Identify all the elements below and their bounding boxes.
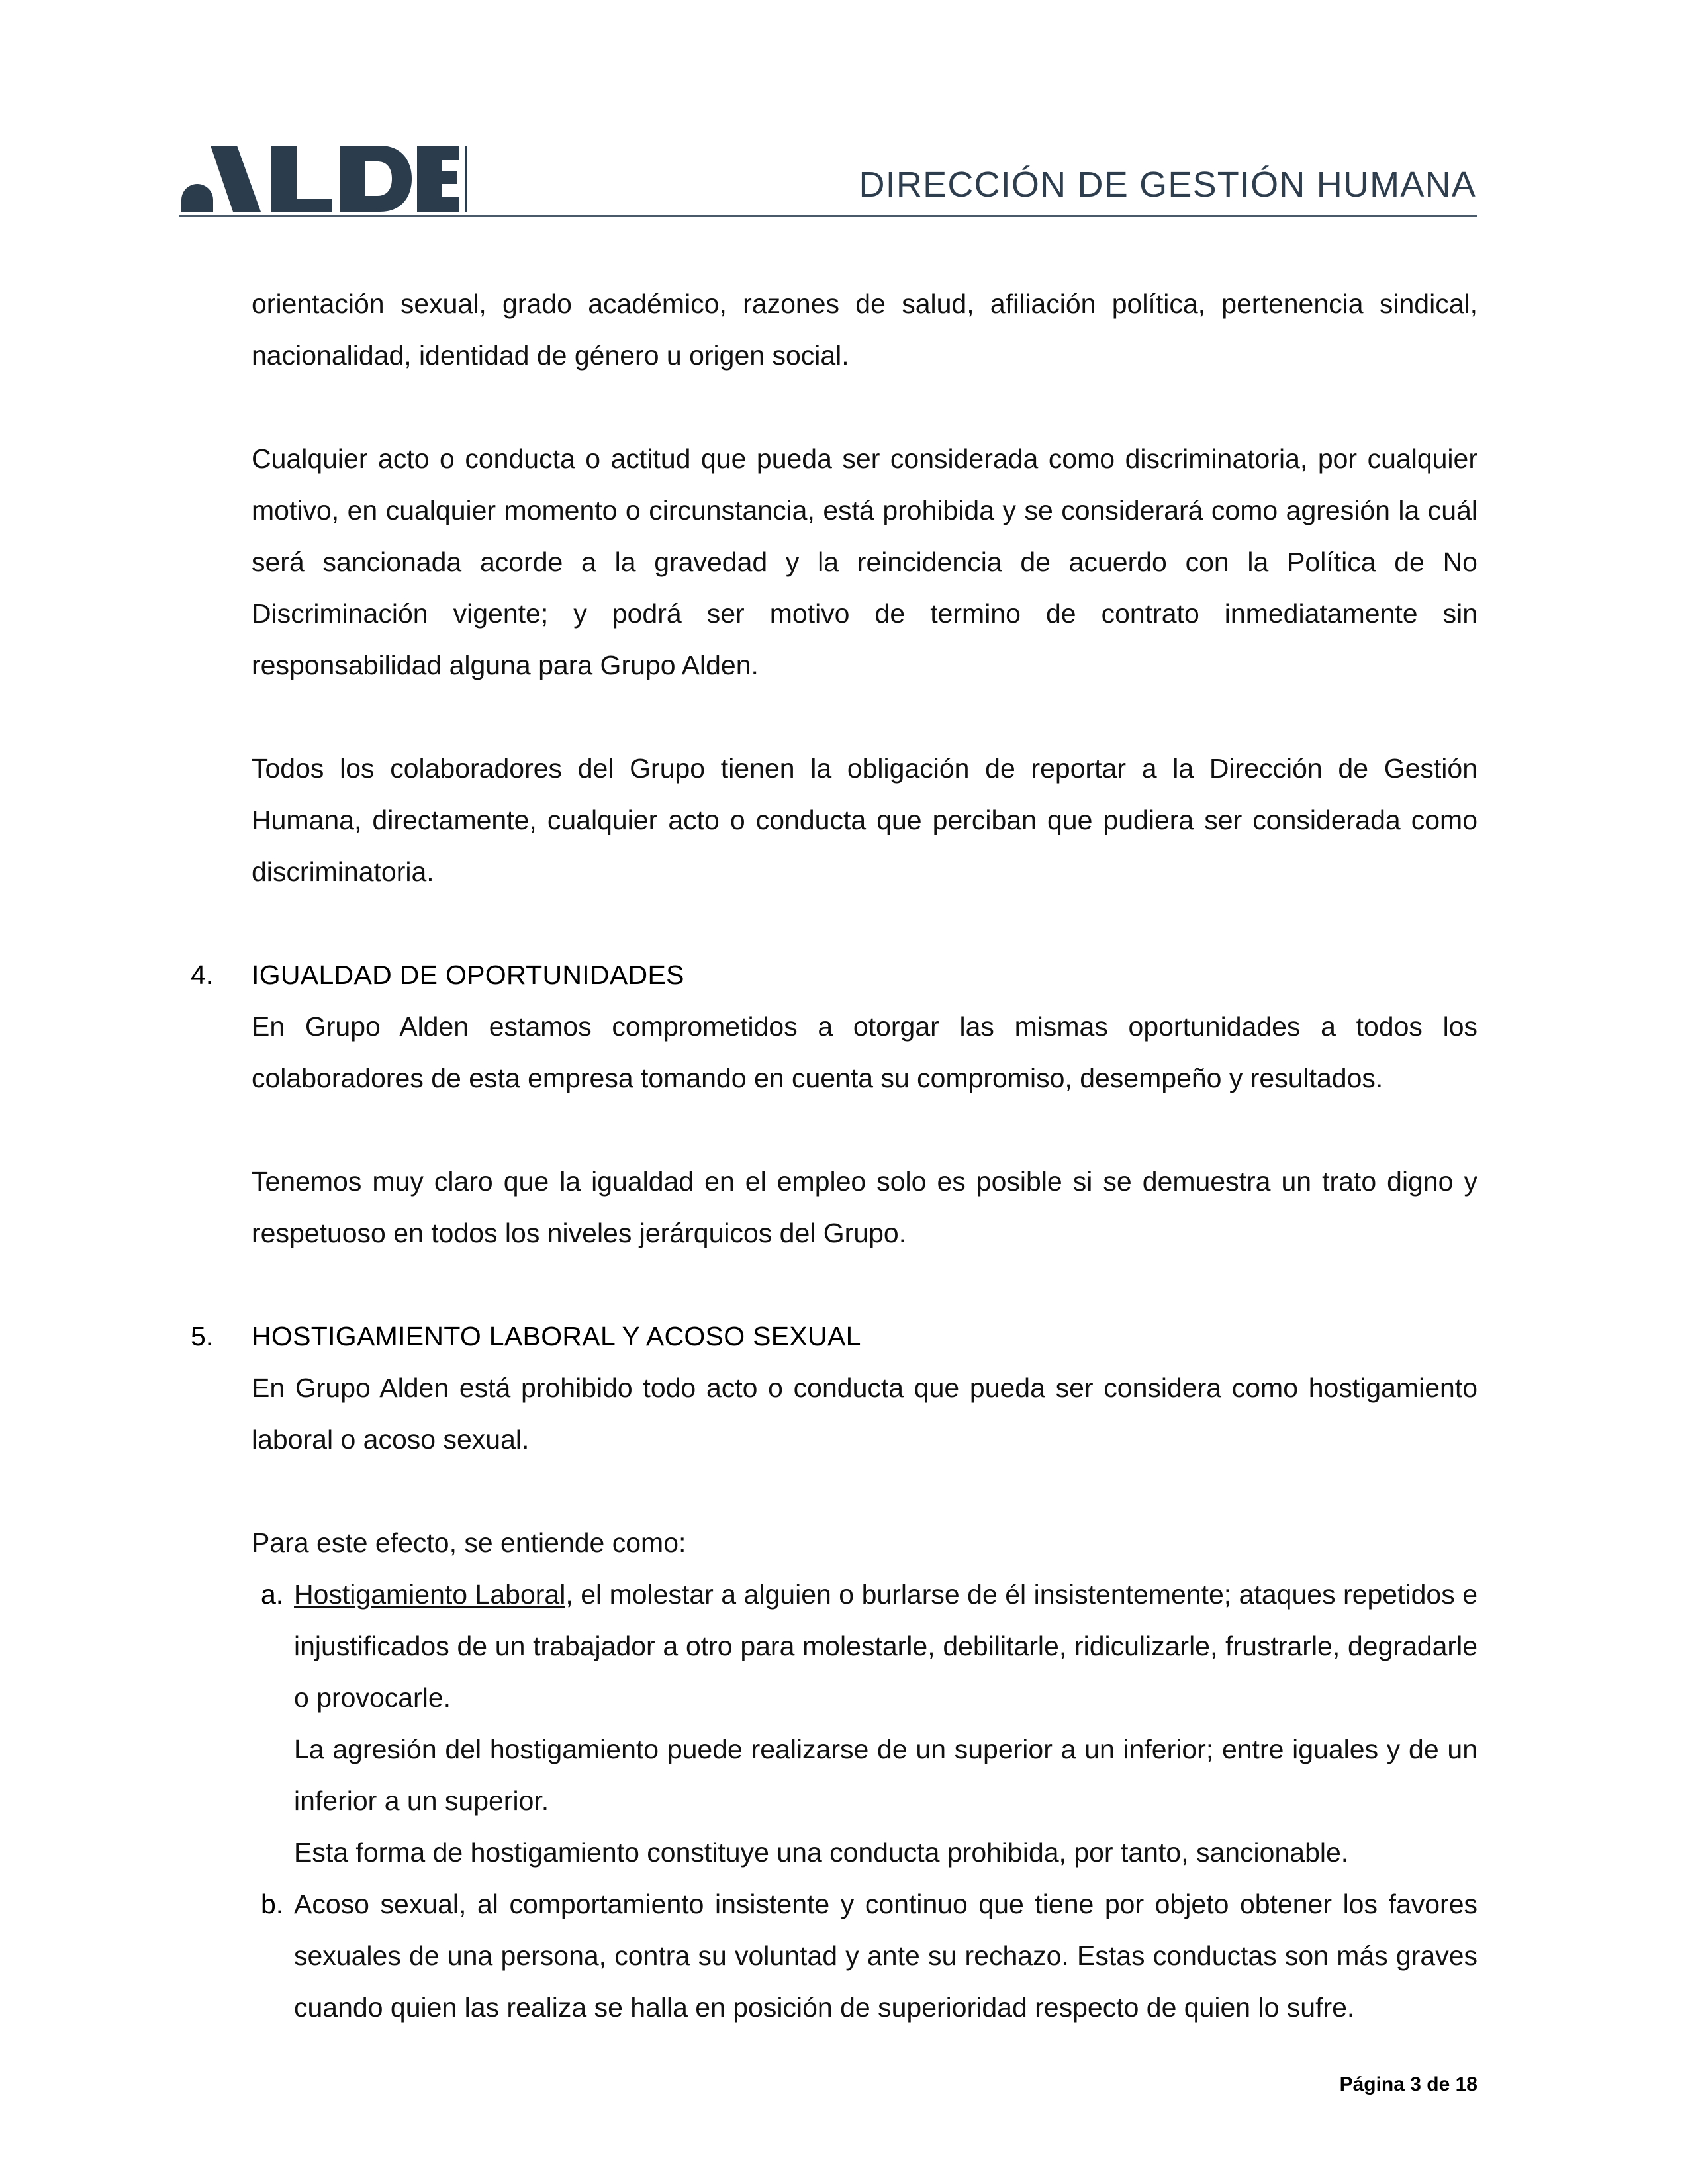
list-item-b-lead: Acoso sexual,	[294, 1889, 467, 1919]
alden-logo	[179, 134, 470, 212]
spacer	[179, 1104, 1477, 1156]
list-item-a-text-1: el molestar a alguien o burlarse de él insistentemente; ataques repetidos e injustificados de un trabajador a otro para molestarle, debilitarle, ridiculizarle, frustrarle, degradarle o provocarle.	[294, 1579, 1477, 1713]
list-item-b-text-1: al comportamiento insistente y continuo que tiene por objeto obtener los favores sexuales de una persona, contra su voluntad y ante su rechazo. Estas conductas son más graves cuando quien las realiza se halla en posición de superioridad respecto de quien lo sufre.	[294, 1889, 1478, 2023]
paragraph-reportar: Todos los colaboradores del Grupo tienen la obligación de reportar a la Dirección de Gestión Humana, directamente, cualquier acto o conducta que perciban que pudiera ser considerada como discriminatoria.	[252, 753, 1477, 887]
document-body	[179, 278, 1477, 2033]
list-marker-a: a.	[261, 1579, 284, 1610]
section-5-paragraph-1: En Grupo Alden está prohibido todo acto o conducta que pueda ser considera como hostigamiento laboral o acoso sexual.	[252, 1373, 1477, 1455]
list-item	[252, 1878, 1477, 2033]
spacer	[179, 1465, 1477, 1517]
header-divider	[179, 215, 1477, 217]
page-header	[179, 126, 1476, 212]
list-marker-b: b.	[261, 1889, 284, 1919]
list-item-a-lead: Hostigamiento Laboral,	[294, 1579, 573, 1610]
paragraph-continuation: orientación sexual, grado académico, razones de salud, afiliación política, pertenencia sindical, nacionalidad, identidad de género u origen social.	[252, 289, 1477, 371]
list-item-b-paragraph-1	[294, 1878, 1477, 2033]
section-title: IGUALDAD DE OPORTUNIDADES	[252, 960, 684, 990]
spacer	[179, 1259, 1477, 1310]
spacer	[179, 691, 1477, 743]
spacer	[179, 381, 1477, 433]
list-item-a-paragraph-1	[294, 1569, 1477, 1723]
list-item-body-a	[294, 1569, 1477, 1878]
list-item-body-b	[294, 1878, 1477, 2033]
section-heading-5	[179, 1310, 1477, 1362]
section-heading-4	[179, 949, 1477, 1001]
header-title: DIRECCIÓN DE GESTIÓN HUMANA	[859, 165, 1476, 205]
spacer	[179, 897, 1477, 949]
paragraph-discriminacion: Cualquier acto o conducta o actitud que pueda ser considerada como discriminatoria, por cualquier motivo, en cualquier momento o circunstancia, está prohibida y se considerará como agresión la cuál será sancionada acorde a la gravedad y la reincidencia de acuerdo con la Política de No Discriminación vigente; y podrá ser motivo de termino de contrato inmediatamente sin responsabilidad alguna para Grupo Alden.	[252, 443, 1477, 680]
section-title: HOSTIGAMIENTO LABORAL Y ACOSO SEXUAL	[252, 1321, 861, 1351]
section-4-paragraph-1: En Grupo Alden estamos comprometidos a otorgar las mismas oportunidades a todos los colaboradores de esta empresa tomando en cuenta su compromiso, desempeño y resultados.	[252, 1011, 1477, 1093]
page-number-label: Página 3 de 18	[1339, 2073, 1477, 2095]
section-5-paragraph-2: Para este efecto, se entiende como:	[252, 1527, 686, 1558]
section-number: 4.	[191, 960, 214, 990]
list-item	[252, 1569, 1477, 1878]
page-footer	[179, 2071, 1477, 2098]
list-item-a-paragraph-2: La agresión del hostigamiento puede realizarse de un superior a un inferior; entre iguales y de un inferior a un superior.	[294, 1734, 1477, 1816]
list-item-a-paragraph-3: Esta forma de hostigamiento constituye una conducta prohibida, por tanto, sancionable.	[294, 1837, 1349, 1868]
section-number: 5.	[191, 1321, 214, 1351]
section-4-paragraph-2: Tenemos muy claro que la igualdad en el empleo solo es posible si se demuestra un trato digno y respetuoso en todos los niveles jerárquicos del Grupo.	[252, 1166, 1477, 1248]
